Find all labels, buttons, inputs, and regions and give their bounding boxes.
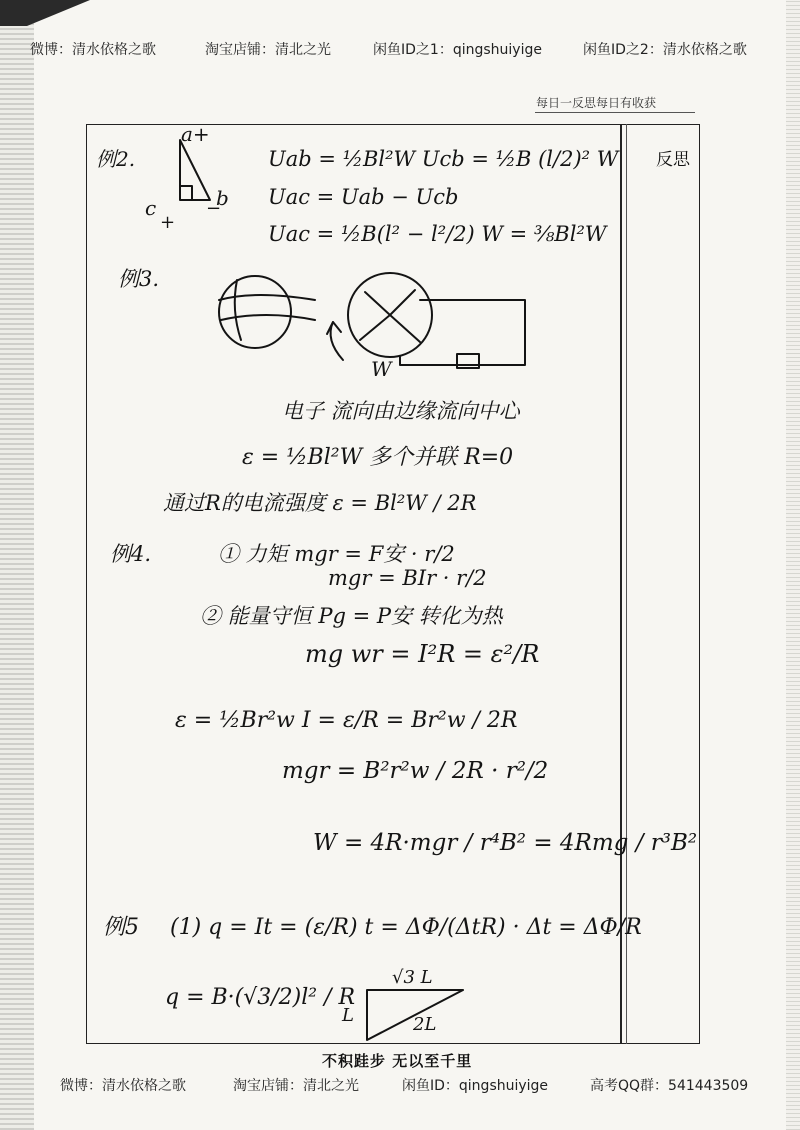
reflection-divider-inner [626, 124, 627, 1044]
slogan-header: 每日一反思每日有收获 [536, 96, 657, 110]
example-4-line-5: ε = ½Br²w I = ε/R = Br²w / 2R [175, 708, 518, 733]
scan-edge-right [786, 0, 800, 1130]
example-5-label: 例5 [103, 915, 139, 940]
reflection-column-label: 反思 [656, 150, 690, 170]
example-3-label: 例3. [118, 267, 160, 291]
scan-corner-shadow [0, 0, 90, 26]
example-4-line-1: ① 力矩 mgr = F安 · r/2 [218, 542, 455, 566]
example-5-triangle-hyp: 2L [413, 1014, 437, 1035]
example-3-line-1: 电子 流向由边缘流向中心 [282, 399, 520, 423]
watermark-bottom-qq: 高考QQ群：541443509 [590, 1078, 749, 1094]
example-5-triangle-left: L [342, 1005, 354, 1026]
example-4-line-4: mg wr = I²R = ε²/R [305, 640, 540, 668]
watermark-bottom-xianyu: 闲鱼ID：qingshuiyige [402, 1078, 549, 1094]
motto: 不积跬步 无以至千里 [322, 1052, 473, 1070]
triangle-label-plus: + [160, 212, 176, 233]
example-4-line-3: ② 能量守恒 Pg = P安 转化为热 [200, 604, 503, 628]
watermark-taobao: 淘宝店铺：清北之光 [205, 42, 331, 58]
example-2-equation-1: Uab = ½Bl²W Ucb = ½B (l/2)² W [268, 147, 619, 171]
triangle-label-a: a+ [181, 122, 210, 146]
example-2-equation-3: Uac = ½B(l² − l²/2) W = ⅜Bl²W [268, 222, 607, 246]
watermark-bottom-weibo: 微博：清水依格之歌 [60, 1078, 186, 1094]
example-3-disk-circuit-diagram [215, 270, 575, 390]
example-3-line-2: ε = ½Bl²W 多个并联 R=0 [242, 445, 514, 470]
triangle-label-b: b [216, 186, 229, 210]
example-4-line-6: mgr = B²r²w / 2R · r²/2 [282, 758, 549, 784]
triangle-label-minus: − [206, 198, 222, 219]
example-3-omega-label: W [371, 357, 392, 381]
triangle-label-c: c [145, 196, 157, 220]
header-underline [535, 112, 695, 113]
example-2-equation-2: Uac = Uab − Ucb [268, 185, 459, 209]
example-2-label: 例2. [96, 147, 136, 171]
watermark-weibo: 微博：清水依格之歌 [30, 42, 156, 58]
scan-edge-left [0, 0, 34, 1130]
watermark-bottom-taobao: 淘宝店铺：清北之光 [233, 1078, 359, 1094]
watermark-xianyu-2: 闲鱼ID之2：清水依格之歌 [583, 42, 747, 58]
example-5-line-2: q = B·(√3/2)l² / R [165, 985, 356, 1010]
example-5-line-1: (1) q = It = (ε/R) t = ΔΦ/(ΔtR) · Δt = ΔΦ/R [170, 915, 642, 940]
example-4-line-2: mgr = BIr · r/2 [328, 566, 487, 590]
watermark-xianyu-1: 闲鱼ID之1：qingshuiyige [373, 42, 542, 58]
example-3-line-3: 通过R的电流强度 ε = Bl²W / 2R [163, 491, 477, 515]
example-5-triangle-top: √3 L [392, 967, 433, 988]
example-4-line-7: W = 4R·mgr / r⁴B² = 4Rmg / r³B² [313, 830, 698, 856]
example-4-label: 例4. [110, 542, 152, 566]
reflection-divider [620, 124, 622, 1044]
